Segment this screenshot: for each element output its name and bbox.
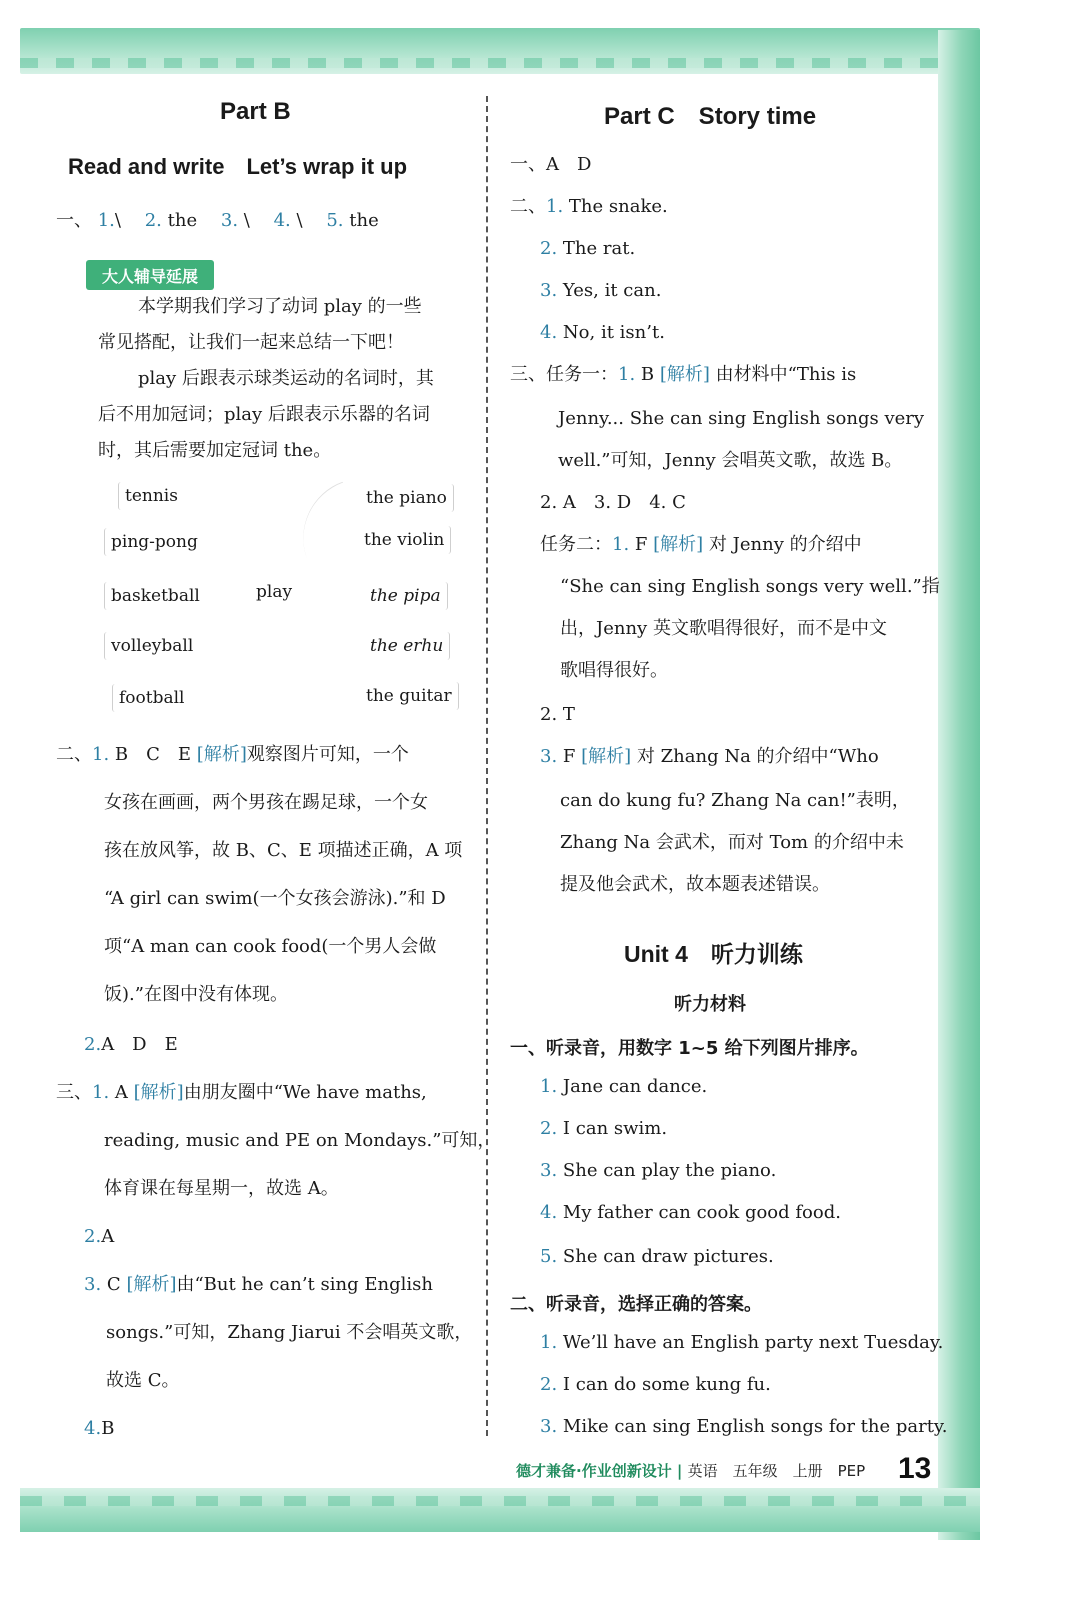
top-border-decoration bbox=[20, 28, 980, 74]
column-divider bbox=[486, 96, 488, 1436]
right-border-decoration bbox=[938, 30, 980, 1540]
explain-line: 故选 C。 bbox=[106, 1370, 180, 1391]
listening-section-2-title: 二、听录音，选择正确的答案。 bbox=[510, 1294, 762, 1315]
right-task2-q3: 3. F [解析] 对 Zhang Na 的介绍中“Who bbox=[540, 746, 879, 767]
explain-line: 项“A man can cook food(一个男人会做 bbox=[104, 936, 437, 957]
listening-item: 2. I can swim. bbox=[540, 1118, 668, 1139]
footer-info: 德才兼备·作业创新设计 | 英语 五年级 上册 PEP bbox=[516, 1462, 866, 1480]
connector-line bbox=[286, 482, 363, 560]
right-s3-q2: 2. A 3. D 4. C bbox=[540, 492, 686, 513]
left-s3-q1: 三、1. A [解析]由朋友圈中“We have maths, bbox=[56, 1082, 427, 1103]
word-ball: volleyball bbox=[104, 632, 199, 660]
word-instrument: the pipa bbox=[364, 582, 448, 610]
tip-line: 本学期我们学习了动词 play 的一些 bbox=[138, 296, 422, 317]
word-ball: basketball bbox=[104, 582, 206, 610]
listening-item: 1. Jane can dance. bbox=[540, 1076, 708, 1097]
explain-line: 孩在放风筝，故 B、C、E 项描述正确，A 项 bbox=[104, 840, 463, 861]
left-s3-q2: 2.A bbox=[84, 1226, 115, 1247]
word-ball: tennis bbox=[118, 482, 184, 510]
material-heading: 听力材料 bbox=[674, 994, 746, 1015]
listening-section-1-title: 一、听录音，用数字 1~5 给下列图片排序。 bbox=[510, 1038, 869, 1059]
right-task2-q1: 任务二：1. F [解析] 对 Jenny 的介绍中 bbox=[540, 534, 862, 555]
right-s2-item: 二、1. The snake. bbox=[510, 196, 668, 217]
listening-item: 2. I can do some kung fu. bbox=[540, 1374, 771, 1395]
right-s2-item: 4. No, it isn’t. bbox=[540, 322, 665, 343]
play-word: play bbox=[256, 582, 293, 602]
explain-line: reading, music and PE on Mondays.”可知， bbox=[104, 1130, 496, 1151]
explain-line: “A girl can swim(一个女孩会游泳).”和 D bbox=[104, 888, 446, 909]
left-subheading: Read and write Let’s wrap it up bbox=[68, 154, 408, 179]
unit-heading: Unit 4 听力训练 bbox=[624, 941, 803, 967]
right-s3-q1: 三、任务一：1. B [解析] 由材料中“This is bbox=[510, 364, 857, 385]
listening-item: 4. My father can cook good food. bbox=[540, 1202, 841, 1223]
left-section-1: 一、 1.\ 2. the 3. \ 4. \ 5. the bbox=[56, 210, 379, 231]
word-instrument: the guitar bbox=[360, 682, 459, 710]
tip-line: 后不用加冠词；play 后跟表示乐器的名词 bbox=[98, 404, 430, 425]
bottom-border-decoration bbox=[20, 1488, 980, 1532]
left-heading: Part B bbox=[220, 98, 291, 125]
word-instrument: the erhu bbox=[364, 632, 450, 660]
listening-item: 3. Mike can sing English songs for the party. bbox=[540, 1416, 948, 1437]
right-s2-item: 2. The rat. bbox=[540, 238, 636, 259]
left-s2-q1: 二、1. B C E [解析]观察图片可知，一个 bbox=[56, 744, 409, 765]
explain-line: “She can sing English songs very well.”指 bbox=[560, 576, 940, 597]
explain-line: can do kung fu? Zhang Na can!”表明， bbox=[560, 790, 910, 811]
tip-line: 时，其后需要加定冠词 the。 bbox=[98, 440, 332, 461]
left-s3-q4: 4.B bbox=[84, 1418, 115, 1439]
right-task2-q2: 2. T bbox=[540, 704, 575, 725]
word-instrument: the piano bbox=[360, 484, 454, 512]
word-ball: ping-pong bbox=[104, 528, 204, 556]
tip-line: 常见搭配，让我们一起来总结一下吧！ bbox=[98, 332, 404, 353]
tip-line: play 后跟表示球类运动的名词时，其 bbox=[138, 368, 434, 389]
right-section-1: 一、A D bbox=[510, 154, 592, 175]
explain-line: 女孩在画画，两个男孩在踢足球，一个女 bbox=[104, 792, 428, 813]
page-number: 13 bbox=[898, 1452, 932, 1485]
explain-line: songs.”可知，Zhang Jiarui 不会唱英文歌， bbox=[106, 1322, 473, 1343]
left-s2-q2: 2.A D E bbox=[84, 1034, 178, 1055]
left-s3-q3: 3. C [解析]由“But he can’t sing English bbox=[84, 1274, 433, 1295]
explain-line: Jenny... She can sing English songs very bbox=[558, 408, 925, 429]
listening-item: 1. We’ll have an English party next Tuesday. bbox=[540, 1332, 944, 1353]
word-ball: football bbox=[112, 684, 191, 712]
explain-line: well.”可知，Jenny 会唱英文歌，故选 B。 bbox=[558, 450, 903, 471]
right-heading: Part C Story time bbox=[604, 103, 817, 130]
right-s2-item: 3. Yes, it can. bbox=[540, 280, 662, 301]
explain-line: Zhang Na 会武术，而对 Tom 的介绍中未 bbox=[560, 832, 904, 853]
explain-line: 体育课在每星期一，故选 A。 bbox=[104, 1178, 339, 1199]
explain-line: 饭).”在图中没有体现。 bbox=[104, 984, 288, 1005]
listening-item: 5. She can draw pictures. bbox=[540, 1246, 774, 1267]
tip-badge: 大人辅导延展 bbox=[86, 260, 214, 290]
listening-item: 3. She can play the piano. bbox=[540, 1160, 777, 1181]
explain-line: 歌唱得很好。 bbox=[560, 660, 668, 681]
explain-line: 出，Jenny 英文歌唱得很好，而不是中文 bbox=[560, 618, 887, 639]
word-instrument: the violin bbox=[358, 526, 451, 554]
explain-line: 提及他会武术，故本题表述错误。 bbox=[560, 874, 830, 895]
